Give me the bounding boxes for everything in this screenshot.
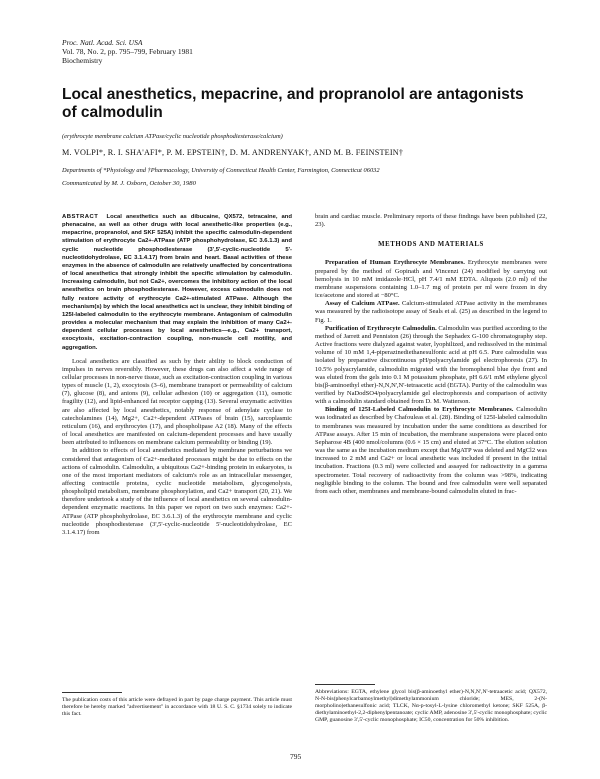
methods-paragraph: [315, 300, 547, 324]
section-heading: METHODS AND MATERIALS: [378, 241, 484, 249]
methods-text: Calmodulin was iodinated as described by Chafouleas et al. (28). Binding of 125I-labeled calmodulin to membranes was measured by incubation under the same conditions as described for ATPase assays. After 15 min of incubation, the membrane suspensions were placed onto Sepharose 4B (400 nmol/columns (0.6 × 15 cm) and eluted at 37°C. The elution solution was the same as the incubation medium except that MgATP was deleted and MgCl2 was increased to 2 mM and Ca2+ or local anesthetic was included if present in the initial incubation. Fractions (0.3 ml) were collected and assayed for radioactivity in a gamma spectrometer. Total recovery of radioactivity from the column was >98%, indicating negligible binding to the column. The bound and free calmodulin were well separated from each other, membranes and membrane-bound calmodulin eluted in frac-: [315, 406, 547, 495]
intro-paragraph: Local anesthetics are classified as such by their ability to block conduction of impulses in nerves reversibly. However, these drugs can also affect a wide range of cellular processes in non-nerve tissue, such as excitation-contraction coupling in various types of muscle (1, 2), exocytosis (3–6), membrane transport or permeability of calcium (7), glucose (8), and anions (9), cellular adhesion (10) or aggregation (11), osmotic fragility (12), and lipid-enhanced fat receptor capping (13). Several enzymatic activities are also affected by local anesthetics, notably response of adenylate cyclase to catecholamines (14), Mg2+, Ca2+-dependent ATPases of brain (15), sarcoplasmic reticulum (16), and erythrocytes (17), and phospholipase A2 (18). Many of the effects of local anesthetics are manifested on calcium-dependent processes and have usually been attributed to influences on membrane calcium permeability or binding (19).: [62, 357, 292, 447]
methods-text: Calcium-stimulated ATPase activity in the membranes was measured by the radioisotope assay of Seals et al. (25) as described in the legend to Fig. 1.: [315, 300, 547, 324]
footnote-rule: [315, 684, 375, 685]
methods-paragraph: [315, 406, 547, 496]
abstract-text: Local anesthetics such as dibucaine, QX572, tetracaine, and phenacaine, as well as other drugs with local anesthetic-like properties (e.g., mepacrine, propranolol, and SKF 525A) inhibit the specific calmodulin-dependent stimulation of erythrocyte Ca2+-ATPase (ATP phosphohydrolase, EC 3.6.1.3) and cyclic nucleotide phosphodiesterase (3',5'-cyclic-nucleotide 5'-nucleotidohydrolase, EC 3.1.4.17) from brain and heart. Basal activities of these enzymes in the absence of calmodulin are relatively unaffected by concentrations of local anesthetics that strongly inhibit the specific stimulation by calmodulin. Increasing calmodulin, but not Ca2+, overcomes the inhibitory action of the local anesthetics on brain phosphodiesterase. However, excess calmodulin does not fully restore activity of erythrocyte Ca2+-stimulated ATPase. Although the mechanism(s) by which the local anesthetics act is unclear, they inhibit binding of 125I-labeled calmodulin to the erythrocyte membrane. Antagonism of calmodulin provides a molecular mechanism that may explain the inhibition of many Ca2+-dependent cellular processes by local anesthetics—e.g., Ca2+ transport, exocytosis, excitation-contraction coupling, non-muscle cell motility, and aggregation.: [62, 214, 292, 351]
methods-paragraph: [315, 325, 547, 407]
author-list: M. VOLPI*, R. I. SHA'AFI*, P. M. EPSTEIN†, D. M. ANDRENYAK†, AND M. B. FEINSTEIN†: [62, 148, 404, 157]
methods-text: Calmodulin was purified according to the method of Jarrett and Penniston (26) through the Sephadex G-100 chromatography step. Active fractions were dialyzed against water, lyophilized, and redissolved in the minimal volume of 10 mM 1,4-piperazinediethanesulfonic acid at pH 6.5. Pure calmodulin was isolated by preparative discontinuous pH/polyacrylamide gel electrophoresis (27). In 10.5% polyacrylamide, calmodulin migrated with the bromophenol blue dye front and was eluted from the gels into 0.1 M potassium phosphate, pH 6.6/1 mM ethylene glycol bis(β-aminoethyl ether)-N,N,N',N'-tetraacetic acid (EGTA). Purity of the calmodulin was verified by NaDodSO4/polyacrylamide gel electrophoresis and comparison of activity with a calmodulin standard obtained from D. M. Watterson.: [315, 324, 547, 406]
intro-paragraph: In addition to effects of local anesthetics mediated by membrane perturbations we considered that antagonism of Ca2+-mediated processes might be due to effects on the actions of calmodulin. Calmodulin, a ubiquitous Ca2+-binding protein in eukaryotes, is one of the most important mediators of calcium's role as an intracellular messenger, affecting contractile proteins, cyclic nucleotide metabolism, glycogenolysis, phospholipid metabolism, membrane phosphorylation, and Ca2+ transport (20, 21). We therefore undertook a study of the influence of local anesthetics on several calmodulin-dependent enzymatic reactions. In this paper we report on two such enzymes: Ca2+-ATPase (ATP phosphohydrolase, EC 3.6.1.3) of the erythrocyte membrane and cyclic nucleotide phosphodiesterase (3',5'-cyclic-nucleotide 5'-nucleotidohydrolase, EC 3.1.4.17) from: [62, 447, 292, 536]
methods-subhead: Preparation of Human Erythrocyte Membranes.: [325, 259, 465, 267]
abstract: [62, 213, 292, 352]
footnote-rule: [62, 692, 122, 693]
affiliation: Departments of *Physiology and †Pharmacology, University of Connecticut Health Center, Farmington, Connecticut 06032: [62, 167, 380, 174]
methods-subhead: Assay of Calcium ATPase.: [325, 300, 400, 308]
right-column: [315, 213, 547, 496]
journal-volume: Vol. 78, No. 2, pp. 795–799, February 1981: [62, 47, 193, 56]
journal-header: [62, 38, 193, 65]
methods-paragraph: [315, 259, 547, 300]
methods-subhead: Binding of 125I-Labeled Calmodulin to Erythrocyte Membranes.: [325, 406, 514, 414]
keywords: (erythrocyte membrane calcium ATPase/cyclic nucleotide phosphodiesterase/calcium): [62, 133, 283, 140]
methods-subhead: Purification of Erythrocyte Calmodulin.: [325, 324, 437, 332]
left-column: [62, 213, 292, 537]
journal-name: Proc. Natl. Acad. Sci. USA: [62, 38, 143, 47]
communicated-by: Communicated by M. J. Osborn, October 30, 1980: [62, 180, 196, 187]
journal-section: Biochemistry: [62, 56, 103, 65]
abstract-heading: ABSTRACT: [62, 214, 99, 220]
paper-title: Local anesthetics, mepacrine, and propranolol are antagonists of calmodulin: [62, 86, 524, 121]
page-number: 795: [290, 752, 302, 761]
abbreviations-footnote: Abbreviations: EGTA, ethylene glycol bis(β-aminoethyl ether)-N,N,N',N'-tetraacetic acid; QX572, N-N-bis(phenylcarbamoylmethyl)dimethylammonium chloride; MES, 2-(N-morpholino)ethanesulfonic acid; TLCK, Nα-p-tosyl-L-lysine chloromethyl ketone; SKF 525A, β-diethylaminoethyl-2,2-diphenylpentanoate; cyclic AMP, adenosine 3',5'-cyclic monophosphate; cyclic GMP, guanosine 3',5'-cyclic monophosphate; IC50, concentration for 50% inhibition.: [315, 689, 547, 723]
intro-continued: brain and cardiac muscle. Preliminary reports of these findings have been published (22, 23).: [315, 213, 547, 229]
methods-text: Erythrocyte membranes were prepared by the method of Gopinath and Vincenzi (24) modified by carrying out hemolysis in 10 mM imidazole·HCl, pH 7.4/1 mM EDTA. Aliquots (2.0 ml) of the membrane suspensions containing 1.0–1.7 mg of protein per ml were frozen in dry ice/acetone and stored at −80°C.: [315, 259, 547, 300]
publication-cost-footnote: The publication costs of this article were defrayed in part by page charge payment. This article must therefore be hereby marked "advertisement" in accordance with 18 U. S. C. §1734 solely to indicate this fact.: [62, 697, 292, 717]
